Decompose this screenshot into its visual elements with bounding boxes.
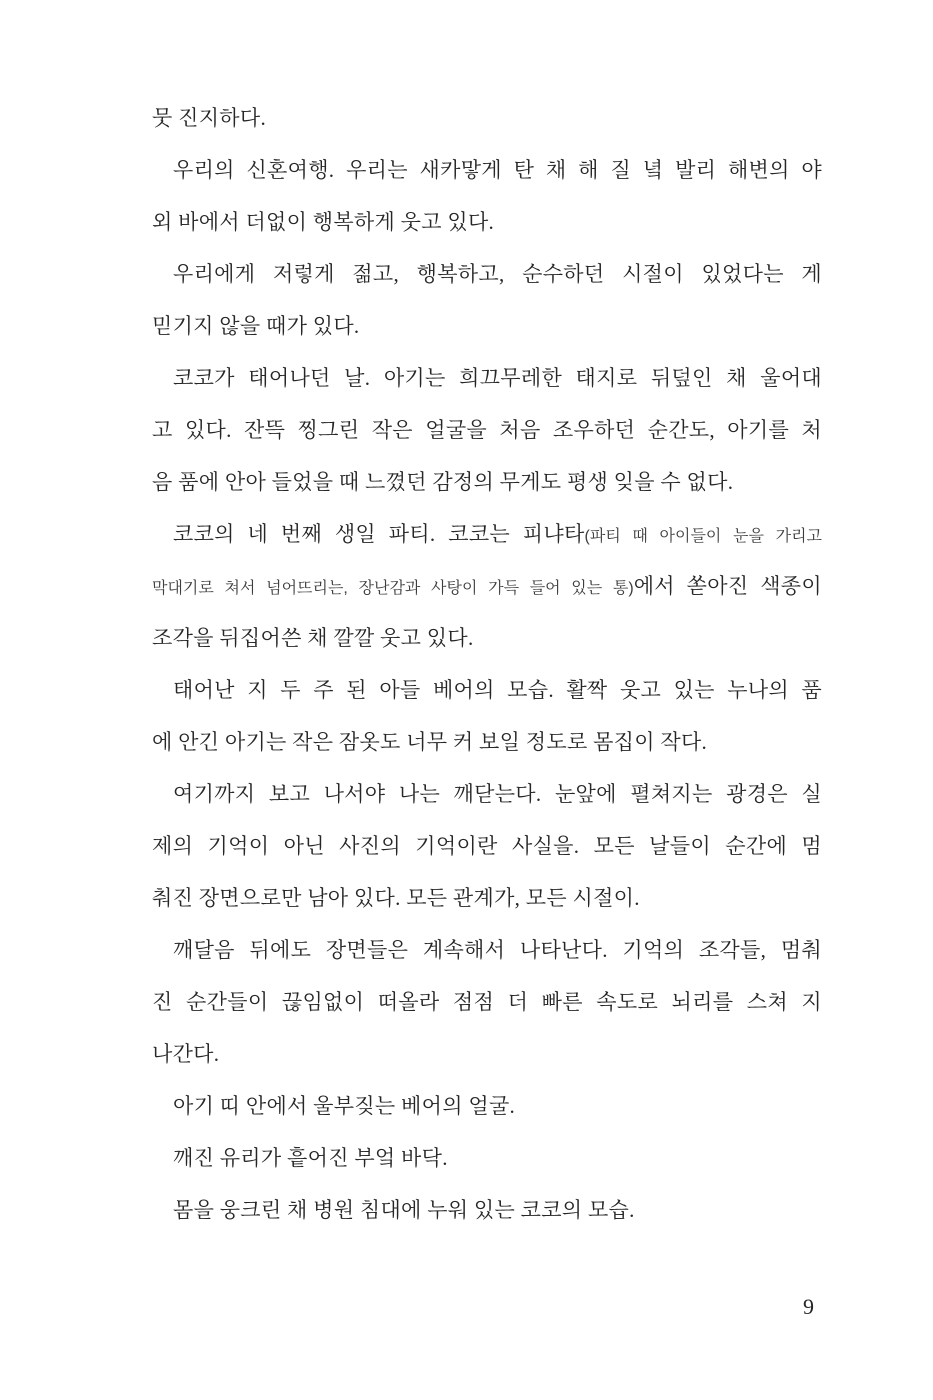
text-segment: 에서 쏟아진 색종이 [633, 574, 822, 598]
text-segment: 나간다. [152, 1042, 220, 1066]
text-segment: 깨진 유리가 흩어진 부엌 바닥. [173, 1146, 448, 1170]
text-line [152, 1132, 822, 1184]
text-segment: 제의 기억이 아닌 사진의 기억이란 사실을. 모든 날들이 순간에 멈 [152, 834, 822, 858]
annotation-segment: 막대기로 쳐서 넘어뜨리는, 장난감과 사탕이 가득 들어 있는 통) [152, 580, 634, 597]
text-line [152, 1184, 822, 1236]
body-text [152, 92, 822, 1236]
text-line [152, 1028, 822, 1080]
text-line [152, 508, 822, 560]
text-line [152, 976, 822, 1028]
text-line [152, 612, 822, 664]
text-segment: 여기까지 보고 나서야 나는 깨닫는다. 눈앞에 펼쳐지는 광경은 실 [173, 782, 822, 806]
text-segment: 음 품에 안아 들었을 때 느꼈던 감정의 무게도 평생 잊을 수 없다. [152, 470, 734, 494]
text-segment: 외 바에서 더없이 행복하게 웃고 있다. [152, 210, 495, 234]
text-line [152, 248, 822, 300]
text-segment: 우리에게 저렇게 젊고, 행복하고, 순수하던 시절이 있었다는 게 [173, 262, 822, 286]
text-segment: 고 있다. 잔뜩 찡그린 작은 얼굴을 처음 조우하던 순간도, 아기를 처 [152, 418, 822, 442]
annotation-segment: (파티 때 아이들이 눈을 가리고 [584, 528, 822, 545]
text-line [152, 716, 822, 768]
text-segment: 깨달음 뒤에도 장면들은 계속해서 나타난다. 기억의 조각들, 멈춰 [173, 938, 822, 962]
text-line [152, 560, 822, 612]
text-segment: 아기 띠 안에서 울부짖는 베어의 얼굴. [173, 1094, 516, 1118]
text-line [152, 404, 822, 456]
text-segment: 에 안긴 아기는 작은 잠옷도 너무 커 보일 정도로 몸집이 작다. [152, 730, 708, 754]
text-segment: 믿기지 않을 때가 있다. [152, 314, 360, 338]
text-line [152, 664, 822, 716]
text-segment: 태어난 지 두 주 된 아들 베어의 모습. 활짝 웃고 있는 누나의 품 [173, 678, 822, 702]
page-number: 9 [803, 1294, 814, 1319]
text-segment: 조각을 뒤집어쓴 채 깔깔 웃고 있다. [152, 626, 474, 650]
text-segment: 진 순간들이 끊임없이 떠올라 점점 더 빠른 속도로 뇌리를 스쳐 지 [152, 990, 822, 1014]
text-line [152, 456, 822, 508]
text-segment: 우리의 신혼여행. 우리는 새카맣게 탄 채 해 질 녘 발리 해변의 야 [173, 158, 822, 182]
text-line [152, 352, 822, 404]
text-segment: 코코가 태어나던 날. 아기는 희끄무레한 태지로 뒤덮인 채 울어대 [173, 366, 822, 390]
text-line [152, 196, 822, 248]
text-line [152, 768, 822, 820]
text-line [152, 144, 822, 196]
text-segment: 뭇 진지하다. [152, 106, 267, 130]
text-segment: 몸을 웅크린 채 병원 침대에 누워 있는 코코의 모습. [173, 1198, 635, 1222]
text-line [152, 300, 822, 352]
text-segment: 춰진 장면으로만 남아 있다. 모든 관계가, 모든 시절이. [152, 886, 640, 910]
text-line [152, 872, 822, 924]
text-line [152, 924, 822, 976]
text-line [152, 1080, 822, 1132]
text-segment: 코코의 네 번째 생일 파티. 코코는 피냐타 [173, 522, 585, 546]
text-line [152, 820, 822, 872]
text-line [152, 92, 822, 144]
